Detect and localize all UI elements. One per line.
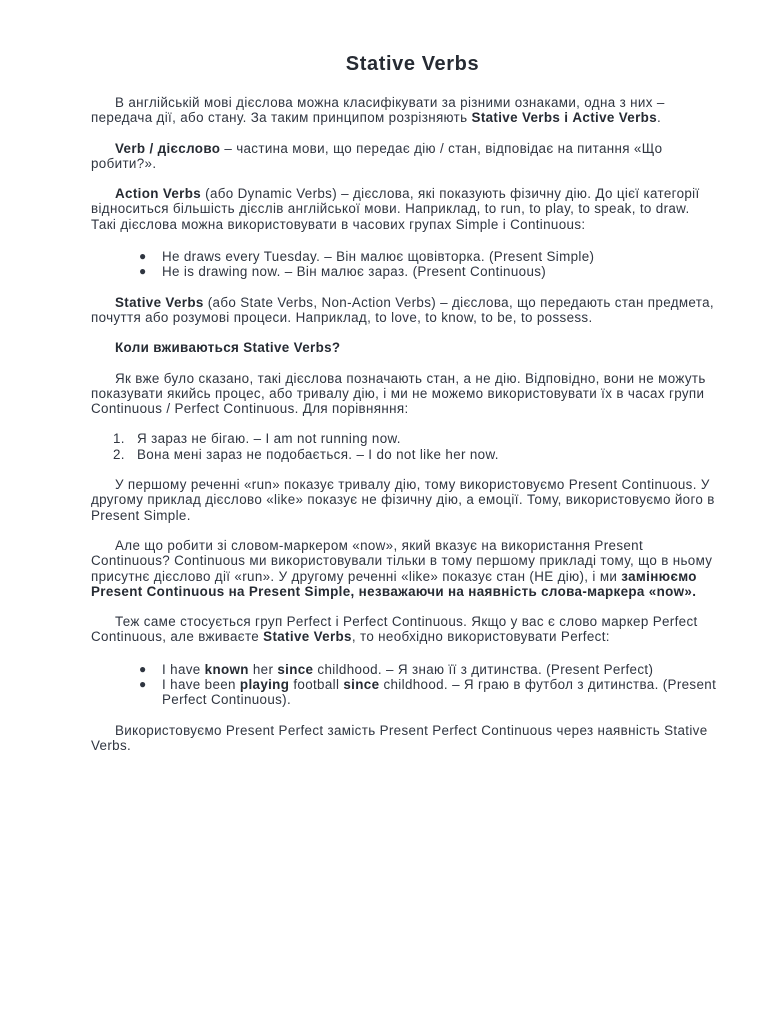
list-item <box>91 447 717 462</box>
perfect-note-end: , то необхідно використовувати Perfect: <box>351 629 610 645</box>
explanation-paragraph: Як вже було сказано, такі дієслова позначають стан, а не дію. Відповідно, вони не можуть показувати якийсь процес, або тривалу дію, і ми не можемо використовувати їх в часах групи Continuous / Perfect Continuous. Для порівняння: <box>91 370 706 417</box>
marker-note-bold: замінюємо Present Continuous на Present Simple, незважаючи на наявність слова-маркера «now». <box>91 568 697 599</box>
action-verbs-definition <box>91 186 717 232</box>
intro-paragraph <box>91 95 717 126</box>
perfect-note <box>91 614 717 645</box>
example-text: He draws every Tuesday. – Він малює щовівторка. (Present Simple) <box>162 249 595 265</box>
comparison-list <box>91 431 717 462</box>
stative-verbs-text: (або State Verbs, Non-Action Verbs) – дієслова, що передають стан предмета, почуття або розумові процеси. Наприклад, to love, to know, to be, to possess. <box>91 294 714 325</box>
list-item <box>91 249 717 264</box>
marker-note-text: Але що робити зі словом-маркером «now», який вказує на використання Present Continuous? Continuous ми використовували тільки в тому першому прикладі тому, що в ньому присутнє дієслово дії «run». У другому реченні «like» показує стан (НЕ дію), і ми <box>91 537 713 584</box>
list-number: 1. <box>113 431 125 447</box>
perfect-note-text: Теж саме стосується груп Perfect і Perfect Continuous. Якщо у вас є слово маркер Perfect Continuous, але вживаєте <box>91 614 698 645</box>
intro-end: . <box>657 110 662 126</box>
perfect-note-bold: Stative Verbs <box>263 629 352 645</box>
example-bold: playing <box>239 677 290 693</box>
list-item <box>91 431 717 446</box>
stative-verbs-term: Stative Verbs <box>115 294 204 310</box>
verb-term: Verb / дієслово <box>115 140 221 156</box>
example-text: childhood. – Я граю в футбол з дитинства. (Present Perfect Continuous). <box>162 677 717 708</box>
bullet-icon: ● <box>139 249 147 264</box>
example-text: her <box>248 661 278 677</box>
bullet-icon: ● <box>139 677 147 692</box>
action-verbs-term: Action Verbs <box>115 186 202 202</box>
example-bold: since <box>343 677 380 693</box>
bullet-icon: ● <box>139 264 147 279</box>
question-heading-text: Коли вживаються Stative Verbs? <box>115 340 341 356</box>
list-item <box>91 677 717 708</box>
verb-definition-text: – частина мови, що передає дію / стан, відповідає на питання «Що робити?». <box>91 140 663 171</box>
comparison-text: Вона мені зараз не подобається. – I do not like her now. <box>137 446 499 462</box>
comparison-text: Я зараз не бігаю. – I am not running now. <box>137 431 401 447</box>
question-heading <box>91 340 717 355</box>
verb-definition <box>91 141 717 172</box>
document-body <box>91 95 717 768</box>
example-text: He is drawing now. – Він малює зараз. (Present Continuous) <box>162 264 547 280</box>
bullet-icon: ● <box>139 661 147 676</box>
example-text: I have been <box>162 677 240 693</box>
example-text: football <box>289 677 344 693</box>
example-text: I have <box>162 661 205 677</box>
list-item <box>91 662 717 677</box>
comparison-note: У першому реченні «run» показує тривалу дію, тому використовуємо Present Continuous. У другому приклад дієслово «like» показує не фізичну дію, а емоції. Тому, використовуємо його в Present Simple. <box>91 477 715 523</box>
marker-note <box>91 538 717 599</box>
perfect-examples-list <box>91 662 717 708</box>
action-examples-list <box>91 249 717 280</box>
example-bold: since <box>277 661 314 677</box>
intro-text: В англійській мові дієслова можна класифікувати за різними ознаками, одна з них – передача дії, або стану. За таким принципом розрізняють <box>91 95 665 126</box>
example-text: childhood. – Я знаю її з дитинства. (Present Perfect) <box>313 661 654 677</box>
stative-verbs-definition <box>91 295 717 326</box>
list-item <box>91 264 717 279</box>
conclusion-paragraph: Використовуємо Present Perfect замість Present Perfect Continuous через наявність Stative Verbs. <box>91 722 708 753</box>
intro-bold-term: Stative Verbs і Active Verbs <box>471 110 657 126</box>
action-verbs-text: (або Dynamic Verbs) – дієслова, які показують фізичну дію. До цієї категорії відноситься більшість дієслів англійської мови. Наприклад, to run, to play, to speak, to draw. Такі дієслова можна використовувати в часових групах Simple і Continuous: <box>91 186 700 232</box>
page-title: Stative Verbs <box>345 53 480 75</box>
example-bold: known <box>204 661 249 677</box>
list-number: 2. <box>113 446 125 462</box>
